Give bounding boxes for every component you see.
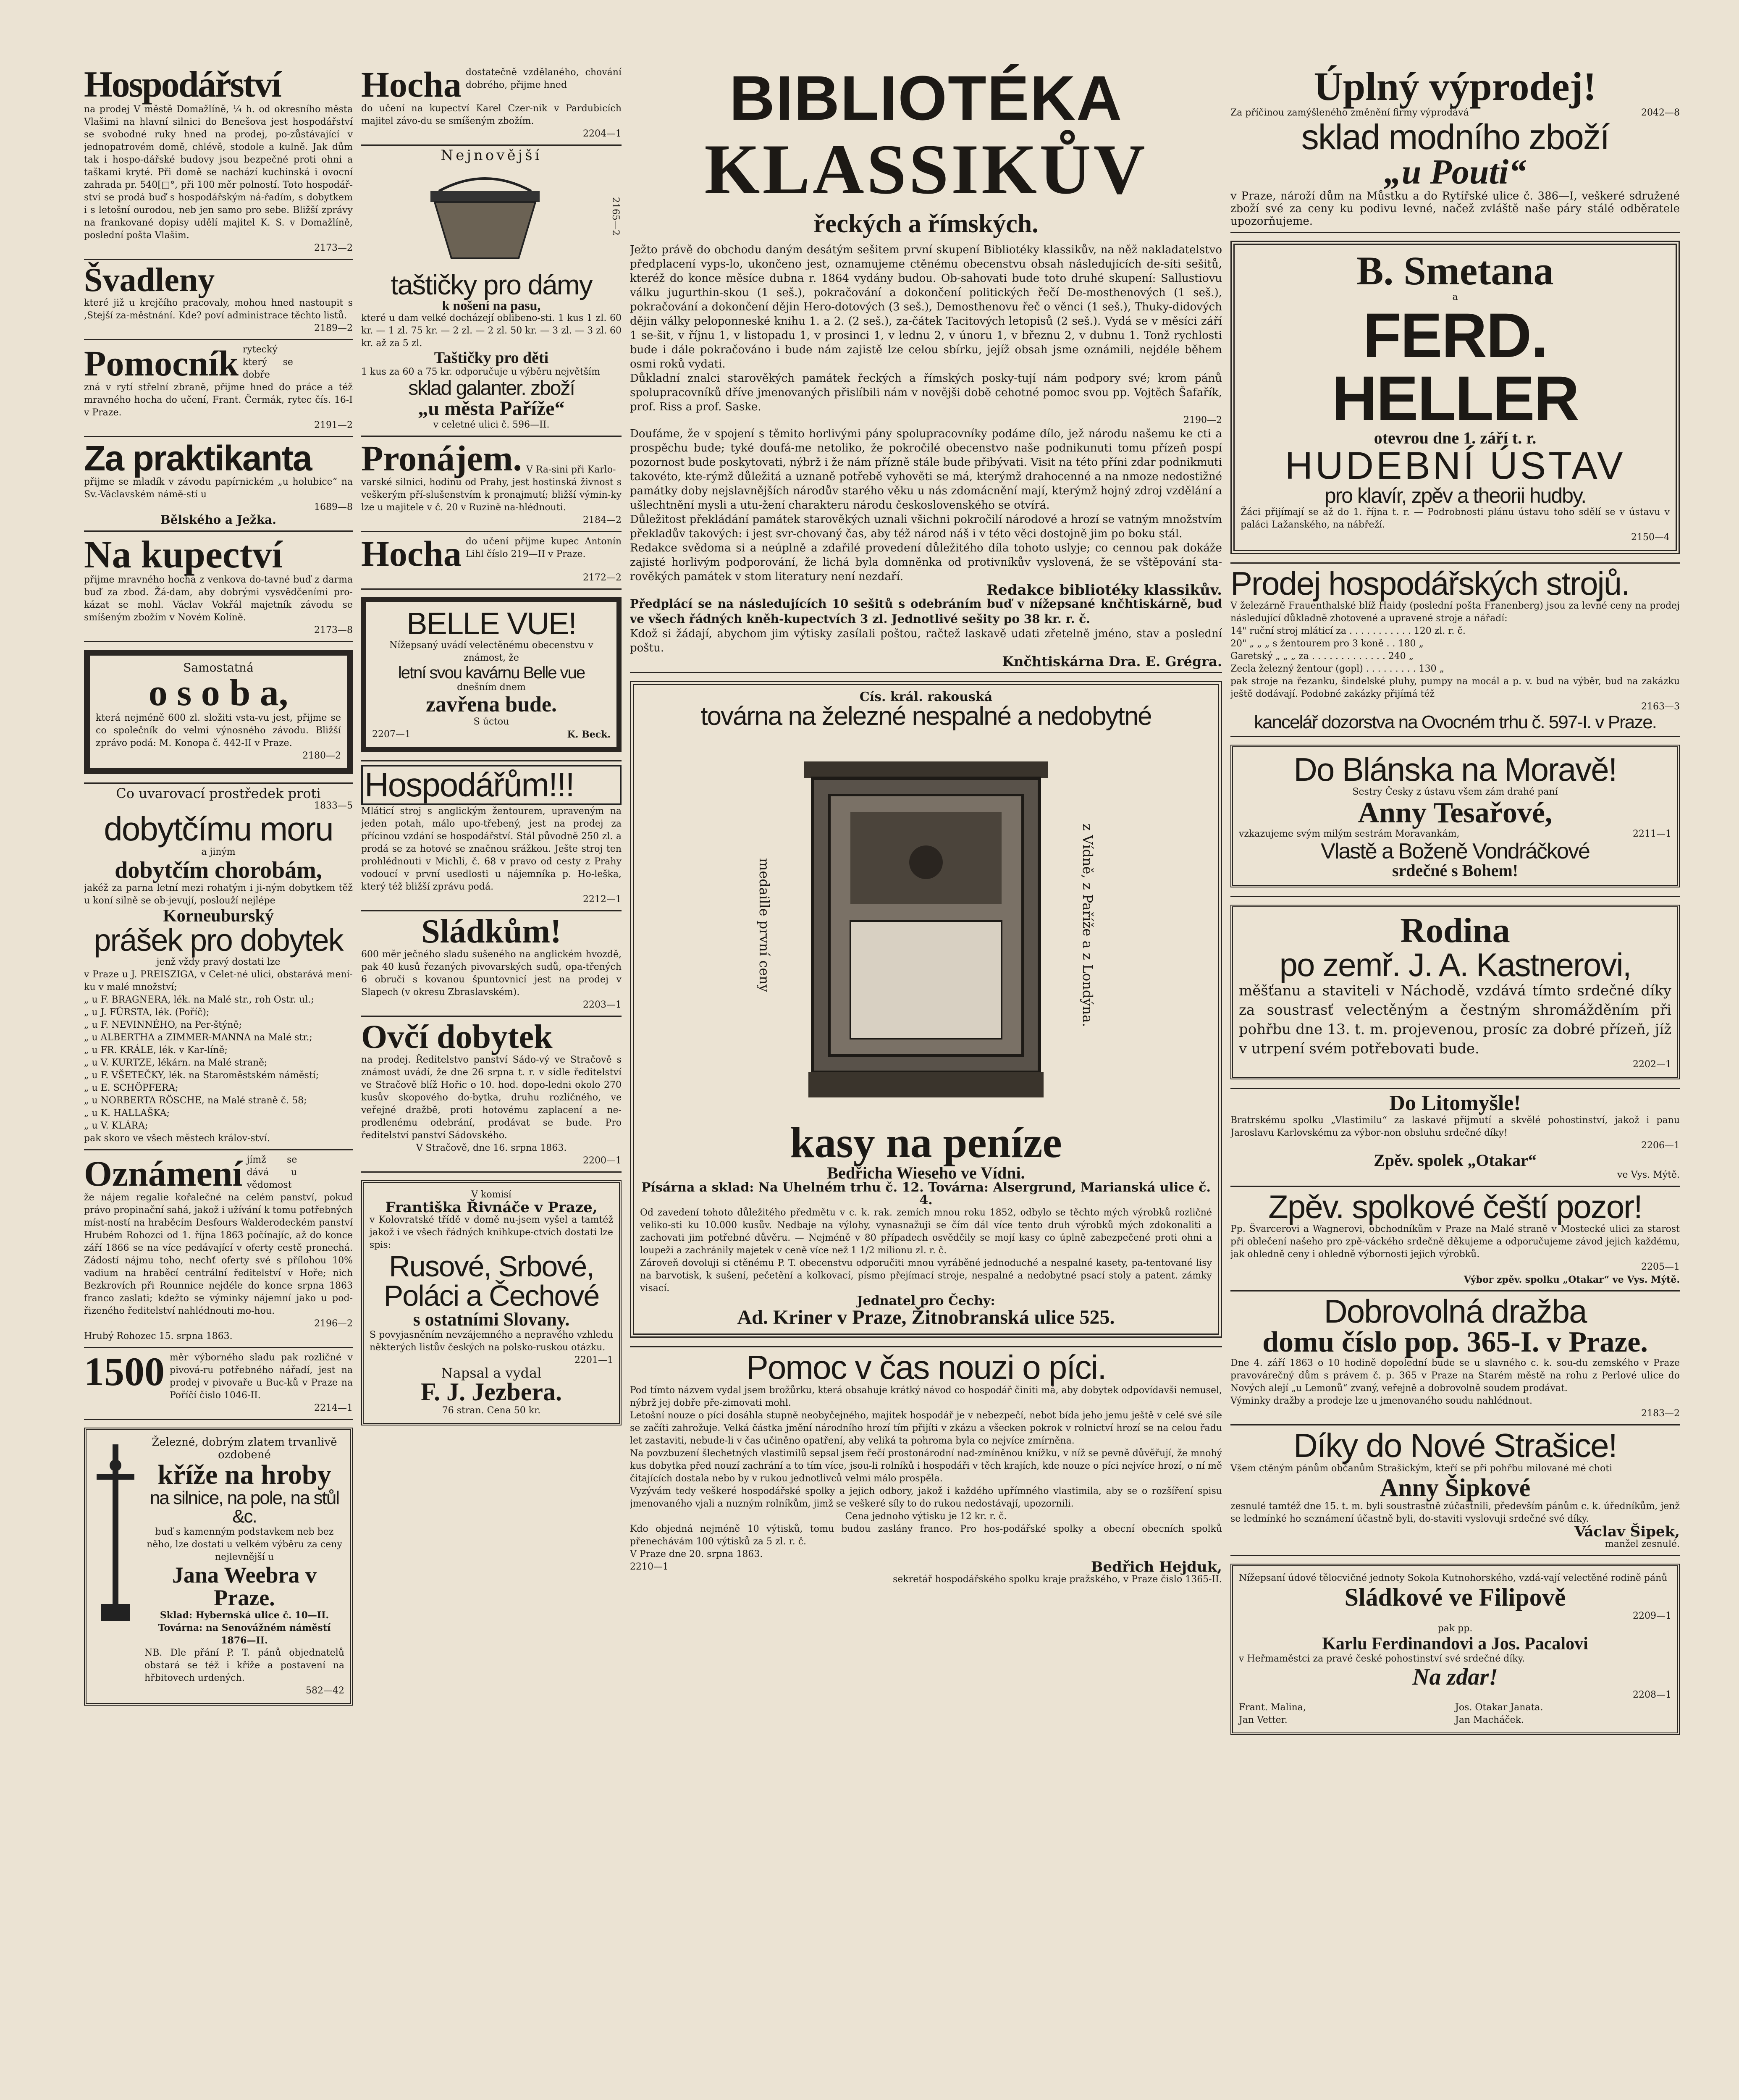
ad-text-2: Letošní nouze o píci dosáhla stupně neobyčejného, majitek hospodář je v nebezpečí, nebot bída jeho jemu ještě v celé své síle se začíti zahrožuje. Velká částka jmění národního hrozí tím přijíti v zkázu a všecken pokrok v rolnictví hrozí se na celou řadu let zastaviti, nebude-li v čas učiněno opatření, aby veliká ta pohroma byla co nejvíce zmírněna. [630, 1410, 1222, 1446]
ad-seller: Jana Weebra v Praze. [172, 1562, 317, 1610]
ad-signature: Výbor zpěv. spolku „Otakar“ ve Vys. Mýtě. [1464, 1274, 1680, 1285]
ad-drazba [1230, 1292, 1680, 1425]
ad-sladkum [361, 911, 622, 1017]
ad-author: F. J. Jezbera. [420, 1378, 562, 1406]
ad-number: 2203—1 [583, 1000, 622, 1010]
ad-text: v Praze, nároží dům na Můstku a do Rytířské ulice č. 386—I, veškeré sdružené zboží své za ceny ku podivu levné, načež zvláště naše páry stálé odběratele upozorňujeme. [1230, 190, 1680, 228]
ad-number: 2210—1 [630, 1562, 669, 1572]
signatory-name: Frant. Malina, [1239, 1702, 1306, 1713]
ad-title: Oznámení [84, 1153, 243, 1194]
ad-number: 2196—2 [314, 1318, 353, 1329]
ad-text-2: Důkladní znalci starověkých památek řeckých a římských posky-tují nám podpory své; krom pánů spolupracovníků dříve jmenovaných přislíbili nám v novějši době cehotné pomoc svou pp. Vojtěch Šafařík, prof. Riss a prof. Saske. [630, 372, 1222, 413]
seller-item: „ u NORBERTA RÖSCHE, na Malé straně č. 58; [84, 1095, 307, 1106]
ad-headline: sklad modního zboží [1301, 117, 1609, 157]
ad-title: Pomoc v čas nouzi o píci. [746, 1349, 1106, 1386]
ad-text-2: Zároveň dovoluji si ctěnému P. T. obecenstvu odporučiti mnou vyráběné jednoduché a nespalné kasety, pa-tentované lisy na barvotisk, k sušení, pečetění a kolkovací, písmo přejímací stroje, nespalné a nedobytné psací stoly a patent. zámky visací. [640, 1258, 1212, 1294]
ad-smetana [1230, 233, 1680, 564]
ad-title: 1500 [84, 1349, 165, 1394]
ad-line: Sestry Česky z ústavu všem zám drahé paní [1352, 787, 1558, 797]
ad-text: že nájem regalie kořalečné na celém panství, pokud právo propinační sahá, jakož i užívání k tomu potřebných míst-ností na hraběcím Desfours Walderodeckém panství Hrubém Rohozci od 1. října 1863 počínajíc, až do konce září 1866 se na více pedávající v oferty cestě pronechá. Zádostí nájmu toho, nechť oferty své s přílohou 10% vadium na hraběcí centrální ředitelství v Hoře; nich Bezkrovích při Rounnice nejdéle do konce srpna 1863 franco zaslati; kdežto se výminky nájemní jako u pod-řizeného ředitelství nahlédnouti mo-hou. [84, 1192, 353, 1316]
ad-text-5: Cena jednoho výtisku je 12 kr. r. č. [845, 1511, 1007, 1522]
ad-note: NB. Dle přání P. T. pánů objednatelů obstará se též i kříže a postavení na hřbitovech urdených. [144, 1648, 344, 1683]
seller-item: v Praze u J. PREISZIGA, v Celet-né ulici, obstarává mení-ku v malé množství; [84, 969, 353, 992]
ad-number: 2163—3 [1641, 701, 1680, 712]
ad-title: Za praktikanta [84, 438, 312, 478]
seller-item: „ u V. KLÁRA; [84, 1121, 148, 1131]
ad-number: 2207—1 [372, 729, 411, 740]
seller-item: „ u FR. KRÁLE, lék. v Kar-líně; [84, 1045, 228, 1055]
ad-line-3: S úctou [473, 717, 509, 727]
ad-title: Úplný výprodej! [1314, 64, 1597, 109]
column-3 [630, 63, 1222, 1590]
ad-signature: Zpěv. spolek „Otakar“ [1374, 1151, 1537, 1170]
ad-number: 2173—2 [314, 243, 353, 253]
ad-number: 2206—1 [1641, 1140, 1680, 1151]
ad-number: 2180—2 [302, 751, 341, 761]
signatory-name: Jan Vetter. [1239, 1715, 1288, 1725]
ad-title: Na kupectví [84, 533, 283, 576]
ad-name: Anny Tesařové, [1358, 797, 1553, 829]
ad-text: které již u krejčího pracovaly, mohou hned nastoupit s ,Stejší za-městnání. Kde? poví administrace těchto listů. [84, 298, 353, 321]
machine-price-item: Zecla železný žentour (gopl) . . . . . . . . . 130 „ [1230, 664, 1445, 674]
ad-number: 2190—2 [1183, 415, 1222, 425]
seller-item: „ u ALBERTHA a ZIMMER-MANNA na Malé str.; [84, 1032, 312, 1043]
ad-shop-name: „u Pouti“ [1384, 152, 1527, 192]
ad-product: prášek pro dobytek [94, 923, 343, 958]
ad-kasy [630, 673, 1222, 1347]
ad-text: Nížepsaní údové tělocvičné jednoty Sokola Kutnohorského, vzdá-vají velectěné rodině pánů [1239, 1573, 1668, 1583]
ad-text-6: Předplácí se na následujících 10 sešitů s odebráním buď v nížepsané knčhtiskárně, buď ve všech řádných kněh-kupectvích 3 zl. Jednotlivé sešity po 38 kr. r. č. [630, 597, 1222, 626]
ad-date: V Praze dne 20. srpna 1863. [630, 1549, 763, 1559]
ad-farewell: srdečné s Bohem! [1392, 861, 1518, 880]
handbag-icon [393, 166, 577, 267]
ad-signature-2: ve Vys. Mýtě. [1617, 1170, 1680, 1180]
ad-pomoc [630, 1347, 1222, 1590]
ad-svadleny [84, 260, 353, 340]
ad-line: a jiným [201, 847, 236, 857]
ad-blansko [1230, 737, 1680, 897]
ad-title: Do Litomyšle! [1389, 1091, 1521, 1115]
seller-item: „ u J. FÜRSTA, lék. (Poříč); [84, 1007, 210, 1018]
ad-stroje [1230, 564, 1680, 737]
ad-subtitle-2: Taštičky pro děti [434, 349, 549, 367]
ad-address: Písárna a sklad: Na Uhelném trhu č. 12. Továrna: Alsergrund, Marianská ulice č. 4. [641, 1180, 1211, 1208]
ad-title: BIBLIOTÉKA [729, 63, 1123, 133]
ad-title: Prodej hospodářských strojů. [1230, 565, 1629, 602]
machine-price-item: 14" ruční stroj mláticí za . . . . . . . . . . . 120 zl. r. č. [1230, 626, 1466, 636]
ad-office: kancelář dozorstva na Ovocném trhu č. 597-I. v Praze. [1254, 712, 1656, 732]
ad-number: 582—42 [306, 1685, 344, 1696]
ad-signature: V Stračově, dne 16. srpna 1863. [416, 1143, 567, 1153]
ad-top: Samostatná [183, 661, 254, 675]
ad-text: V železárně Frauenthalské blíž Haidy (poslední pošta Franenberg) jsou za levné ceny na prodej následující důkladně zhotovené a upravené stroje a nářadí: [1230, 601, 1680, 624]
ad-title: Pronájem. [361, 438, 522, 478]
ad-text: pak skoro ve všech městech králov-ství. [84, 1133, 270, 1144]
ad-text-2: Výminky dražby a prodeje lze u jmenovaného soudu nahlédnout. [1230, 1396, 1532, 1406]
ad-title: Dobrovolná dražba [1324, 1293, 1587, 1330]
ad-vyprodej [1230, 63, 1680, 233]
ad-side-text: jímž se dává u vědomost [247, 1155, 297, 1190]
ad-title-3: s ostatními Slovany. [413, 1309, 570, 1330]
ad-number: 2165—2 [610, 197, 621, 236]
ad-and: a [1452, 292, 1458, 302]
ad-number: 2209—1 [1633, 1611, 1671, 1621]
ad-subtitle: řeckých a římských. [813, 210, 1039, 238]
ad-title: Ovčí dobytek [361, 1018, 553, 1055]
seller-item: „ u K. HALLAŠKA; [84, 1108, 170, 1118]
ad-title: Hocha [361, 64, 462, 105]
ad-number: 2201—1 [574, 1355, 613, 1365]
ad-text: Mláticí stroj s anglickým žentourem, upraveným na jeden potah, málo upo-třebený, jest na prodej za přícinou vzdání se hospodářství. Stál původně 250 zl. a prodá se za hotové se značnou srážkou. Ješte stroj ten prohlédnouti v Michli, č. 68 v pravo od cesty z Prahy vodoucí v první usedlosti u nájemníka p. Ho-leška, který též bližší zprávu podá. [361, 806, 622, 892]
ad-number: 1833—5 [314, 801, 353, 811]
ad-text: Všem ctěným pánům občanům Strašickým, kteří se při pohřbu milované mé choti [1230, 1463, 1613, 1474]
ad-text: v Kolovratské třídě v domě nu-jsem vyšel a tamtéž jakož i ve všech řádných knihkupe-ctvích dostati lze spis: [370, 1215, 613, 1250]
machine-price-list [1230, 625, 1680, 675]
ad-number: 2204—1 [583, 129, 622, 139]
ad-text: měr výborného sladu pak rozličné v pivová-ru potřebného nářadí, jest na prodej v pivovaře u Buc-ků v Praze na Poříčí čislo 1046-II. [170, 1352, 353, 1401]
ad-text: Ježto právě do obchodu daným desátým sešitem první skupení Bibliotéky klassikův, na něž nakladatelstvo předplacení vyps-lo, ukončeno jest, oznamujeme ctěnému obecenstvu obsah následujících de-síti sešitů, kteréž do konce měsíce dubna r. 1864 vydány budou. Ob-sahovati bude toto druhé skupení: Sallustiovu válku jugurthin-skou (1 seš.), pokračování a dokončení politických řečí De-mosthenových (1 seš.), pokračování a dokončení dějin Hero-dotových (3 seš.), Demosthenovu řeč o věnci (1 seš.), Thuky-didových dějin války peloponneské knihu 1. a 2. (2 seš.), za-čátek Tacitových letopisů (2 seš.). Vydá se v měsíci září 1 se-šit, v říjnu 1, v listopadu 1, v prosinci 1, v lednu 2, v únoru 1, v březnu 2, v dubnu 1. Tonž rychlosti bude i dále pokračováno i bude nám zajistě lze celou sbírku, jejíž obsah jsme oznámili, nejdéle během osmi roků vydati. [630, 244, 1222, 370]
ad-signature: Bělského a Ježka. [160, 513, 277, 527]
ad-text: přijme mravného hocha z venkova do-tavné buď z darma buď za zbod. Žá-dam, aby dobrými vysvědčeními pro-kázat se mohl. Václav Vokřál majetník závodu se smíšeným zbožím v Novém Kolíně. [84, 575, 353, 623]
ad-text: Žáci přijímají se až do 1. října t. r. — Podrobnosti plánu ústavu toho sdělí se v ústavu v paláci Lažanského, na nábřeží. [1241, 507, 1670, 530]
ad-rivnac [361, 1173, 622, 1434]
ad-number: 2172—2 [583, 572, 622, 583]
ad-greeting: Na zdar! [1412, 1664, 1498, 1690]
ad-subtitle: po zemř. J. A. Kastnerovi, [1279, 946, 1631, 983]
ad-title: o s o b a, [148, 672, 289, 714]
ad-headline-2: dobytčím chorobám, [115, 857, 322, 883]
newspaper-page [84, 63, 1680, 2100]
ad-title: Do Blánska na Moravě! [1293, 751, 1617, 788]
ad-name-2: FERD. HELLER [1332, 300, 1579, 433]
ad-number: 2184—2 [583, 515, 622, 525]
ad-side-text: V Ra-sini při Karlo- [526, 465, 616, 475]
ad-text-2: pak stroje na řezanku, šindelské pluhy, pumpy na mocál a p. v. bud na výběr, bud na zakázku ještě dodávají. Podobné zakázky přijímá též [1230, 676, 1680, 699]
ad-name-1: B. Smetana [1356, 248, 1554, 293]
ad-number: 2205—1 [1641, 1262, 1680, 1272]
ad-number: 2202—1 [1633, 1059, 1671, 1070]
ad-hospodarstvi [84, 63, 353, 260]
ad-names: Karlu Ferdinandovi a Jos. Pacalovi [1322, 1634, 1588, 1654]
ad-address: Továrna: na Senovážném náměstí 1876—II. [158, 1622, 331, 1646]
ad-line: V komisí [471, 1189, 511, 1200]
ad-line: pak pp. [1437, 1623, 1473, 1634]
ad-biblioteka [630, 63, 1222, 673]
ad-line: otevrou dne 1. září t. r. [1374, 428, 1537, 447]
seller-item: „ u F. VŠETEČKY, lék. na Staroměstském náměstí; [84, 1070, 319, 1081]
ad-text: měšťanu a staviteli v Náchodě, vzdává tímto srdečné díky za soustrasť velectěným a čestným shromážděním při pohřbu dne 13. t. m. projevenou, prosíc za dobré přízeň, jíž v utrpení svém potřebovati bude. [1239, 982, 1671, 1057]
ad-top: Co uvarovací prostředek proti [116, 785, 321, 801]
ad-line: Železné, dobrým zlatem trvanlivě ozdobené [152, 1436, 337, 1461]
ad-belle-vue [361, 590, 622, 761]
ad-brand: Korneuburský [163, 906, 274, 926]
ad-subtitle: k nošení na pasu, [442, 298, 541, 313]
ad-line: letní svou kavárnu Belle vue [398, 664, 585, 682]
ad-sladkove [1230, 1556, 1680, 1743]
ad-text: do učení na kupectví Karel Czer-nik v Pardubicích majitel závo-du se smíšeným zbožím. [361, 103, 622, 126]
ad-signature-2: manžel zesnulé. [1605, 1539, 1680, 1549]
ad-text: 600 měr ječného sladu sušeného na anglickém hvozdě, pak 40 kusů řezaných pivovarských sudů, opa-třených 6 obruči s kovanou špuntovnicí jest na prodej v Slapech (v okresu Zbraslavském). [361, 949, 622, 998]
ad-text-6: Kdo objedná nejméně 10 výtisků, tomu budou zaslány franco. Pro hos-podářské spolky a obecní obecních spolků přenechávám 100 výtisků za 5 zl. r. č. [630, 1524, 1222, 1547]
ad-subtitle: na silnice, na pole, na stůl &c. [150, 1488, 339, 1527]
ad-signature-2: sekretář hospodářského spolku kraje pražského, v Praze čislo 1365-II. [893, 1574, 1222, 1585]
crucifix-icon [92, 1436, 139, 1629]
ad-title: kříže na hroby [157, 1460, 331, 1490]
ad-subtitle: pro klavír, zpěv a theorii hudby. [1324, 484, 1586, 507]
ad-text: jakéž za parna letní mezi rohatým i ji-ným dobytkem těž u koní silně se ob-jevují, poslouží nejlépe [84, 883, 353, 906]
ad-number: 2189—2 [314, 323, 353, 333]
ad-signature-2: Knčhtiskárna Dra. E. Grégra. [1002, 654, 1222, 669]
ad-pomocnik [84, 340, 353, 437]
ad-1500 [84, 1348, 353, 1420]
ad-text-2: v Heřmaměstci za pravé české pohostinství své srdečné díky. [1239, 1654, 1525, 1664]
ad-title: BELLE VUE! [407, 606, 576, 641]
ad-tasticky [361, 146, 622, 437]
ad-text: které u dam velké docházejí oblibeno-sti. 1 kus 1 zl. 60 kr. — 1 zl. 75 kr. — 2 zl. — 2 zl. 50 kr. — 3 zl. — 3 zl. 60 kr. až za 5 zl. [361, 313, 622, 349]
ad-text-2: S povyjasněním nevzájemného a nepravého vzhledu některých listův českých na polsko-ruskou otázku. [370, 1330, 613, 1353]
ad-title: Díky do Nové Strašice! [1293, 1427, 1617, 1464]
ad-text: zná v rytí střelní zbraně, přijme hned do práce a též mravného hocha do učení, Frant. Čermák, rytec čís. 16-I v Praze. [84, 382, 353, 418]
ad-agent: Ad. Kriner v Praze, Žitnobranská ulice 525. [737, 1306, 1115, 1328]
ad-number: 2212—1 [583, 894, 622, 905]
ad-text: na prodej V městě Domažlíně, ¼ h. od okresního města Vlašimi na hlavní silnici do Benešova jest hospodářství se svobodné ruky hned na prodej, po-zůstávající v jednopatrovém domě, chlévě, stodole a kulně. Jak dům tak i hospo-dářské budovy jsou bezpečné proti ohni a taškami kryté. Při domě se nachází kuchinská i ovocní zahrada pr. 540[□°, při 100 měr polností. Toto hospodář-ství se prodá buď s hospodářským ná-řadím, s dobytkem i s letošní ourodou, neb jen samo pro sebe. Bližší zprávy na frankované dopisy udělí majitel K. S. v Domažlíně, poslední pošta Vlašim. [84, 104, 353, 241]
ad-pronajem [361, 437, 622, 532]
ad-shop: sklad galanter. zboží [408, 377, 574, 399]
ad-hocha-1 [361, 63, 622, 146]
ad-shop-name: „u města Paříže“ [418, 397, 565, 420]
ad-praktikant [84, 437, 353, 532]
ad-text-3: Na povzbuzení šlechetných vlastimilů sepsal jsem řečí prostonárodní nad-zmíněnou knížku, v níž se pevně důvěřují, že mnohý kus dobytka před nouzí zachrání a to tím více, jsou-li rolníků i hospodáři v těch krajích, kde nouze o píci nejvíce hrozí, o ní mě čitajících dostala nebo by v rukou jednotlivců velmi málo prospěla. [630, 1448, 1222, 1484]
ad-text: Od zavedení tohoto důležitého předmětu v c. k. rak. zemích mnou roku 1852, odbylo se těchto mých výrobků rozličné veliko-sti ku 10.000 kusův. Nedbaje na výlohy, vynasnažuji se čím dál více tento druh výrobků mých zdokonaliti a zachovati jim potřebné důvěru. — Nejméně v 80 případech osvědčily se mojí kasy co úplně zabezpečené proti ohni a loupeži a zachránily majetek v ceně více než 1 1/2 milionu zl. r. č. [640, 1208, 1212, 1256]
ad-agent-label: Jednatel pro Čechy: [857, 1294, 995, 1308]
ad-title: Rusové, Srbové, [389, 1250, 594, 1283]
ad-text-5: Redakce svědoma si a neúplně a zdařilé provedení důležitého díla tohoto uslyje; co cennou pak dokáže zajisté horlivým podporování, že lichá byla domněnka od protivníkův vyslovená, že se vštěpování sta-rověkých památek v stom literatury není nezdaří. [630, 542, 1222, 583]
ad-address: Sklad: Hybernská ulice č. 10—II. [160, 1610, 329, 1621]
ad-subtitle: domu číslo pop. 365-I. v Praze. [1262, 1326, 1648, 1358]
ad-strasice [1230, 1425, 1680, 1556]
ad-number: 2183—2 [1641, 1408, 1680, 1419]
ad-text: varské silnici, hodinu od Prahy, jest hostinská živnost s veškerým pří-slušenstvím k pronajmutí; bližší výmin-ky lze u majitele v č. 20 v Ruzině na-hlédnouti. [361, 477, 622, 513]
ad-signature: Redakce bibliotéky klassikův. [986, 582, 1222, 598]
ad-title: Hospodářům!!! [361, 765, 622, 805]
ad-publisher: Františka Řivnáče v Praze, [385, 1199, 598, 1216]
ad-hospodarum [361, 761, 622, 911]
ad-line: Za příčinou zamýšleného změnění firmy výprodává [1230, 108, 1469, 118]
ad-text-4: Vyzývám tedy veškeré hospodářské spolky a jejich odbory, jakož i každého upřímného vlastimila, aby se o rozšíření spisu jmenovaného vjali a nuzným rolníkům, jimž se veškeré síly to do rukou nedostávají, upozornili. [630, 1486, 1222, 1509]
signatories [1239, 1701, 1671, 1727]
ad-prasek [84, 784, 353, 1150]
ad-title: Hospodářství [84, 64, 281, 105]
ad-line: jenž vždy pravý dostati lze [156, 957, 281, 967]
ad-title: Švadleny [84, 262, 215, 299]
ad-ovci [361, 1017, 622, 1173]
ad-number-2: 2208—1 [1633, 1690, 1671, 1700]
ad-title: Sládkům! [421, 913, 561, 950]
seller-item: „ u F. NEVINNÉHO, na Per-štýně; [84, 1020, 242, 1030]
ad-title: taštičky pro dámy [391, 269, 592, 300]
machine-price-item: Garetský „ „ „ za . . . . . . . . . . . . . 240 „ [1230, 651, 1414, 662]
ad-text: přijme se mladík v závodu papírnickém „u holubice“ na Sv.-Václavském námě-stí u [84, 477, 353, 500]
ad-name: Anny Šipkové [1380, 1474, 1531, 1502]
ad-line-2: Napsal a vydal [441, 1365, 542, 1381]
ad-krize [84, 1420, 353, 1714]
ad-signature: K. Beck. [567, 729, 611, 740]
ad-text: Bratrskému spolku „Vlastimilu“ za laskavé přijmutí a skvělé pohostinství, jakož i panu Jaroslavu Karlovskému za výbor-non obsluhu srdečné díky! [1230, 1115, 1680, 1138]
seller-list [84, 969, 353, 1132]
ad-signature: Hrubý Rohozec 15. srpna 1863. [84, 1331, 233, 1341]
ad-zpev [1230, 1187, 1680, 1292]
ad-title: Pomocník [84, 343, 239, 383]
column-1 [84, 63, 353, 1714]
ad-text: která nejméně 600 zl. složiti vsta-vu jest, přijme se co společník do velmi výnosného závodu. Bližší zprávo podá: M. Konopa č. 442-II v Praze. [96, 713, 341, 748]
ad-text-2: zesnulé tamtéž dne 15. t. m. byli soustrastně zúčastnili, především pánům c. k. úředníkům, jenž se ledmínké ho seznámení účastně byli, do-staviti vyslovuji srdečné své díky. [1230, 1501, 1680, 1524]
seller-item: „ u F. BRAGNERA, lék. na Malé str., roh Ostr. ul.; [84, 995, 314, 1005]
ad-title: továrna na železné nespalné a nedobytné [700, 702, 1151, 731]
ad-kupectvi [84, 532, 353, 642]
ad-signature: Václav Šipek, [1574, 1523, 1680, 1540]
ad-title: Sládkové ve Filipově [1344, 1583, 1566, 1611]
ad-line-2: dnešním dnem [457, 682, 526, 693]
ad-text: Pod tímto názvem vydal jsem brožůrku, která obsahuje krátký návod co hospodář činiti má, aby dobytek odpovídavši nemusel, nýbrž jej dobře pře-zimovati mohl. [630, 1385, 1222, 1408]
ad-text: Pp. Švarcerovi a Wagnerovi, obchodníkům v Praze na Malé straně v Mostecké ulici za starost při oblečení našeho pro zpě-váckého srdečně děkujeme a odporučujeme závod jejich každému, jak ohledně ceny i ohledně výbornosti jejich výrobků. [1230, 1224, 1680, 1260]
ad-number: 2214—1 [314, 1403, 353, 1413]
ad-headline: dobytčímu moru [104, 810, 333, 848]
ad-title-2: KLASSIKŮV [704, 130, 1148, 209]
ad-number: 2173—8 [314, 625, 353, 635]
ad-company: Bedřicha Wieseho ve Vídni. [827, 1163, 1025, 1182]
ad-title: Zpěv. spolkové čeští pozor! [1268, 1188, 1642, 1225]
ad-side-text: rytecký který se dobře [242, 344, 293, 380]
machine-price-item: 20" „ „ „ s žentourem pro 3 koně . . 180 „ [1230, 638, 1424, 649]
ad-text-7: Kdož si žádají, abychom jim výtisky zasílali poštou, račtež laskavě udati zřetelně jméno, stav a poslední poštu. [630, 627, 1222, 654]
ad-text-3: Doufáme, že v spojení s těmito horlivými pány spolupracovníky podáme dílo, jež národu našemu ke cti a prospěchu bude; tyké doufá-me netoliko, že pokročilé obecenstvo naše podnikunuti tomu přízeň pospí pozornost bude poskytovati, nýbrž i že nám přízně stále bude přibývati. Visit na této příni zdar podnikmuti takovéto, kte-rýmž důležitá a uznaně potřebě vyhověti se má, kterýmž drahocenné a na nmoze nedostižné památky doby nejslavnějších národův starého věku u nás zdomácnění mají, kterýmž hojný zdroj vzdělání a ušlechtnění mysli a utu-žení charakteru národu československého se otvírá. [630, 428, 1222, 512]
column-2 [361, 63, 622, 1434]
ad-hocha-2 [361, 532, 622, 590]
ad-title: HUDEBNÍ ÚSTAV [1285, 444, 1626, 487]
ad-side-text: dostatečně vzdělaného, chování dobrého, přijme hned [465, 67, 622, 90]
ad-headline: kasy na peníze [790, 1118, 1062, 1167]
ad-side-right: z Vídně, z Paříže a z Londýna. [1080, 823, 1096, 1027]
seller-item: „ u E. SCHÖPFERA; [84, 1083, 178, 1093]
signatory-name: Jan Macháček. [1455, 1715, 1524, 1725]
ad-title: Hocha [361, 533, 462, 574]
ad-names: Vlastě a Boženě Vondráčkové [1321, 839, 1589, 864]
ad-text-4: Důležitost překládání památek starověkých uznali všichni pokročilí národové a hrozí se vatným množstvím překladův takových: i jest svr-chovaný čas, aby též národ náš i v této věci dostojně jim po boku stál. [630, 513, 1222, 540]
ad-number: 2211—1 [1633, 829, 1671, 839]
ad-text: Nížepsaný uvádí velectěnému obecenstvu v známost, že [389, 640, 593, 663]
ad-number: 2150—4 [1631, 532, 1670, 543]
safe-illustration-icon [779, 736, 1073, 1114]
ad-line-2: vzkazujeme svým milým sestrám Moravankám, [1239, 829, 1460, 839]
ad-text: buď s kamenným podstavkem neb bez něho, lze dostati u velkém výběru za ceny nejlevnější u [147, 1527, 342, 1562]
ad-title: Rodina [1400, 911, 1510, 950]
ad-headline: zavřena bude. [426, 693, 557, 717]
ad-side-text: do učení přijme kupec Antonín Lihl číslo 219—II v Praze. [465, 536, 622, 559]
ad-number: 2200—1 [583, 1155, 622, 1166]
ad-side-left: medaille první ceny [756, 858, 772, 992]
ad-rodina [1230, 897, 1680, 1089]
ad-litomysl [1230, 1089, 1680, 1187]
ad-top: Nejnovější [441, 147, 542, 164]
ad-text-2: 1 kus za 60 a 75 kr. odporučuje u výběru největším [361, 367, 600, 377]
ad-osoba [84, 642, 353, 784]
ad-price: 76 stran. Cena 50 kr. [442, 1405, 541, 1416]
signatory-name: Jos. Otakar Janata. [1455, 1702, 1543, 1713]
ad-number: 2042—8 [1641, 108, 1680, 118]
ad-signature: Bedřich Hejduk, [1091, 1559, 1222, 1575]
ad-number: 2191—2 [314, 420, 353, 430]
ad-title-2: Poláci a Čechové [383, 1279, 599, 1312]
ad-text: Dne 4. září 1863 o 10 hodině dopolední bude se u slavného c. k. sou-du zemského v Praze pravovárečný dům s právem č. p. 365 v Praze na Starém městě na rohu z Perlové ulice do Nových alejí „u Lemonů“ zvaný, veřejně a dobrovolně soudem prodávat. [1230, 1358, 1680, 1394]
seller-item: „ u V. KURTZE, lékárn. na Malé straně; [84, 1058, 268, 1068]
column-4 [1230, 63, 1680, 1743]
ad-oznameni [84, 1150, 353, 1348]
ad-address: v celetné ulici č. 596—II. [433, 420, 550, 430]
ad-text: na prodej. Ředitelstvo panství Sádo-vý ve Stračově s známost uvádí, že dne 26 srpna t. r. v sídle ředitelství ve Stračově blíž Hořic o 10. hod. dopo-ledni okolo 270 kusův skopového do-bytka, druhu rozličného, ve veřejné dražbě, proti hotovému zaplacení a ne-prodlenému odebrání, prodávat se bude. Pro ředitelství panství Sádovského. [361, 1055, 622, 1141]
ad-number: 1689—8 [314, 502, 353, 512]
ad-top: Cís. král. rakouská [859, 690, 993, 704]
